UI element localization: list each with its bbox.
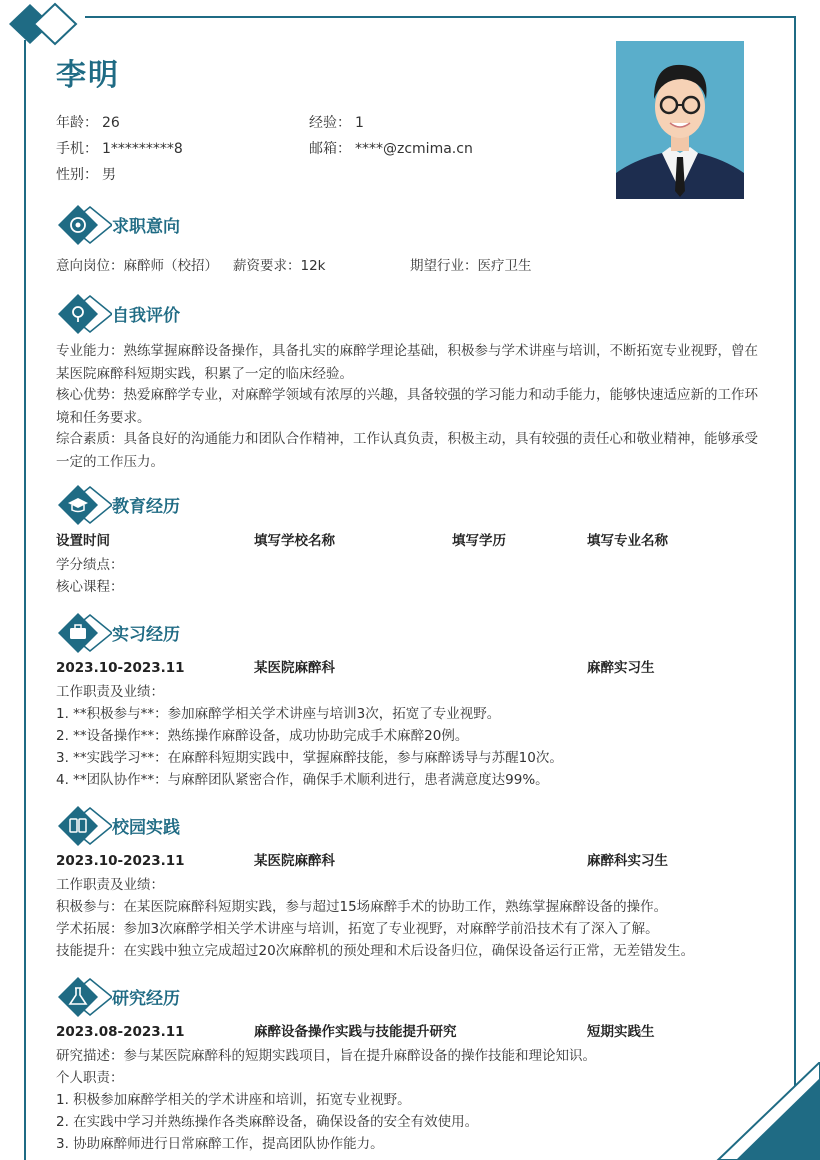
internship-item-2: 2. **设备操作**：熟练操作麻醉设备，成功协助完成手术麻醉20例。 [56,728,469,744]
frame-right-line [794,16,796,1126]
experience-value: 1 [355,115,364,131]
internship-org: 某医院麻醉科 [254,660,335,676]
intention-salary: 薪资要求：12k [233,258,326,274]
education-school: 填写学校名称 [254,533,335,549]
research-item-1: 1. 积极参加麻醉学相关的学术讲座和培训，拓宽专业视野。 [56,1092,411,1108]
research-row [56,1021,768,1043]
gender-value: 男 [102,167,116,183]
research-duty-label: 个人职责： [56,1070,124,1086]
education-row [56,530,768,552]
campus-row [56,850,768,872]
age-row [56,112,120,132]
frame-left-line [24,40,26,1160]
campus-item-1: 积极参与：在某医院麻醉科短期实践，参与超过15场麻醉手术的协助工作，熟练掌握麻醉设备的操作。 [56,899,668,915]
phone-label: 手机： [56,141,98,157]
flower-icon [56,292,112,336]
section-title-campus: 校园实践 [112,818,180,838]
frame-top-line [85,16,796,18]
section-title-education: 教育经历 [112,497,180,517]
internship-row [56,657,768,679]
briefcase-icon [56,611,112,655]
handshake-icon [56,804,112,848]
phone-value: 1*********8 [102,141,183,157]
age-label: 年龄： [56,115,98,131]
research-item-3: 3. 协助麻醉师进行日常麻醉工作，提高团队协作能力。 [56,1136,384,1152]
phone-row [56,138,183,158]
experience-row [309,112,364,132]
intention-position: 意向岗位：麻醉师（校招） [56,258,218,274]
age-value: 26 [102,115,120,131]
internship-duty-label: 工作职责及业绩： [56,684,164,700]
section-title-self: 自我评价 [112,306,180,326]
self-eval-paragraph-2: 核心优势：热爱麻醉学专业，对麻醉学领域有浓厚的兴趣，具备较强的学习能力和动手能力，能够快速适应新的工作环境和任务要求。 [56,387,758,426]
flask-icon [56,975,112,1019]
section-title-intention: 求职意向 [112,217,180,237]
gender-row [56,164,116,184]
portrait-illustration [616,41,744,199]
profile-photo [616,41,744,199]
education-courses: 核心课程： [56,579,124,595]
campus-item-3: 技能提升：在实践中独立完成超过20次麻醉机的预处理和术后设备归位，确保设备运行正常，无差错发生。 [56,943,695,959]
education-major: 填写专业名称 [587,533,668,549]
intention-row [56,255,218,277]
section-title-research: 研究经历 [112,989,180,1009]
email-value: ****@zcmima.cn [355,141,473,157]
internship-role: 麻醉实习生 [587,660,655,676]
research-description: 研究描述：参与某医院麻醉科的短期实践项目，旨在提升麻醉设备的操作技能和理论知识。 [56,1048,596,1064]
education-gpa: 学分绩点： [56,557,124,573]
candidate-name: 李明 [56,58,120,93]
internship-item-4: 4. **团队协作**：与麻醉团队紧密合作，确保手术顺利进行，患者满意度达99%。 [56,772,549,788]
corner-diamond-decoration [0,0,90,50]
education-time: 设置时间 [56,533,110,549]
section-title-internship: 实习经历 [112,625,180,645]
gender-label: 性别： [56,167,98,183]
self-eval-paragraph-1: 专业能力：熟练掌握麻醉设备操作，具备扎实的麻醉学理论基础，积极参与学术讲座与培训，不断拓宽专业视野，曾在某医院麻醉科短期实践，积累了一定的临床经验。 [56,343,758,382]
internship-item-1: 1. **积极参与**：参加麻醉学相关学术讲座与培训3次，拓宽了专业视野。 [56,706,501,722]
intention-industry: 期望行业：医疗卫生 [410,258,532,274]
email-row [309,138,473,158]
research-time: 2023.08-2023.11 [56,1024,185,1040]
graduation-cap-icon [56,483,112,527]
corner-triangle-decoration [712,1062,820,1160]
campus-time: 2023.10-2023.11 [56,853,185,869]
research-item-2: 2. 在实践中学习并熟练操作各类麻醉设备，确保设备的安全有效使用。 [56,1114,479,1130]
research-org: 麻醉设备操作实践与技能提升研究 [254,1024,457,1040]
education-degree: 填写学历 [452,533,506,549]
campus-duty-label: 工作职责及业绩： [56,877,164,893]
campus-org: 某医院麻醉科 [254,853,335,869]
internship-item-3: 3. **实践学习**：在麻醉科短期实践中，掌握麻醉技能，参与麻醉诱导与苏醒10次。 [56,750,563,766]
target-icon [56,203,112,247]
campus-role: 麻醉科实习生 [587,853,668,869]
experience-label: 经验： [309,115,351,131]
email-label: 邮箱： [309,141,351,157]
self-eval-paragraph-3: 综合素质：具备良好的沟通能力和团队合作精神，工作认真负责，积极主动，具有较强的责任心和敬业精神，能够承受一定的工作压力。 [56,431,758,470]
campus-item-2: 学术拓展：参加3次麻醉学相关学术讲座与培训，拓宽了专业视野，对麻醉学前沿技术有了深入了解。 [56,921,659,937]
internship-time: 2023.10-2023.11 [56,660,185,676]
research-role: 短期实践生 [587,1024,655,1040]
